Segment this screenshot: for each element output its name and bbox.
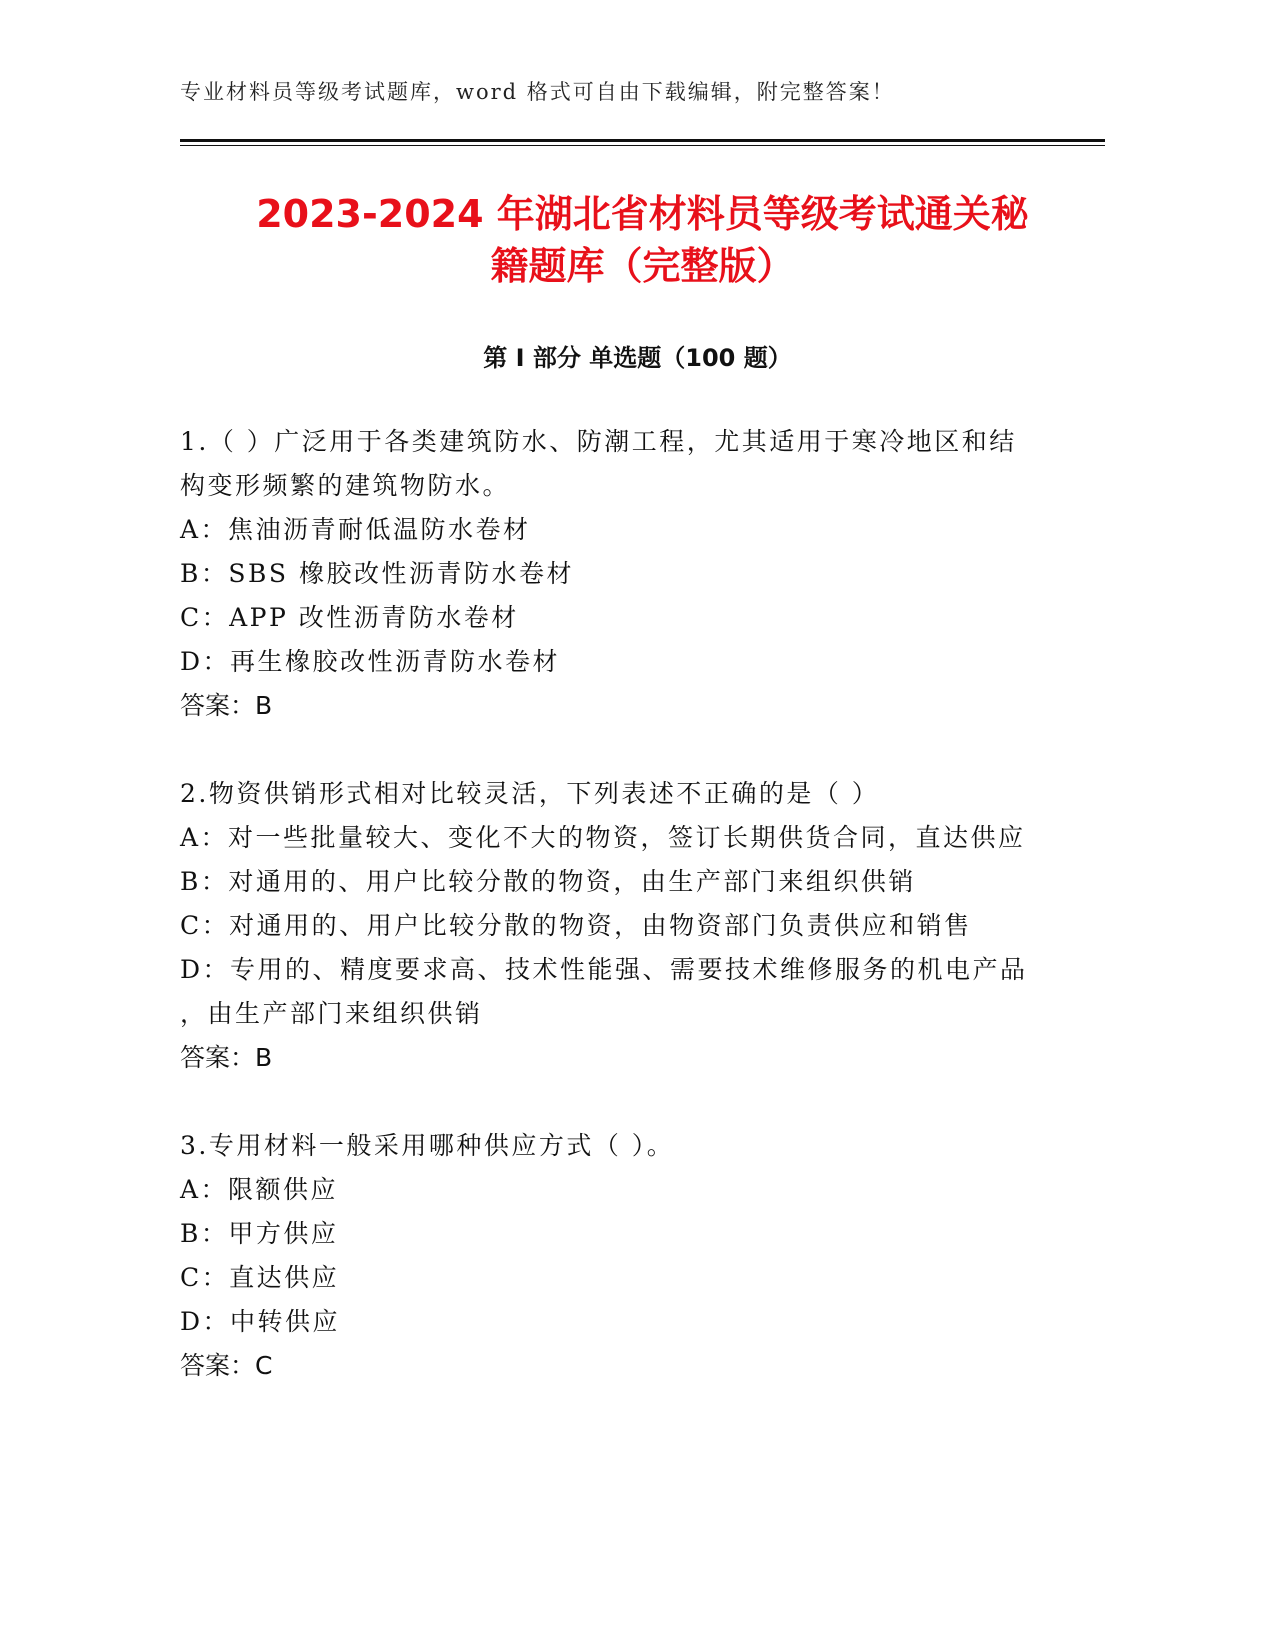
header-note: 专业材料员等级考试题库，word 格式可自由下载编辑，附完整答案！ xyxy=(180,80,895,104)
header-rule-thick xyxy=(180,139,1105,142)
title-line-1: 2023-2024 年湖北省材料员等级考试通关秘 xyxy=(256,192,1029,236)
option-d: D：专用的、精度要求高、技术性能强、需要技术维修服务的机电产品 xyxy=(180,955,1028,984)
option-b: B：甲方供应 xyxy=(180,1219,339,1248)
document-title xyxy=(170,188,1115,292)
answer: 答案：B xyxy=(180,1043,273,1072)
option-a: A：焦油沥青耐低温防水卷材 xyxy=(180,515,531,544)
option-c: C：直达供应 xyxy=(180,1263,340,1292)
option-b: B：对通用的、用户比较分散的物资，由生产部门来组织供销 xyxy=(180,867,916,896)
question-1 xyxy=(180,420,1050,728)
question-list xyxy=(180,420,1050,1432)
question-stem: 2.物资供销形式相对比较灵活，下列表述不正确的是（ ） xyxy=(180,779,880,808)
option-d: D：中转供应 xyxy=(180,1307,341,1336)
header-rule-thin xyxy=(180,145,1105,146)
option-a: A：对一些批量较大、变化不大的物资，签订长期供货合同，直达供应 xyxy=(180,823,1026,852)
option-c: C：APP 改性沥青防水卷材 xyxy=(180,603,519,632)
section-heading: 第 I 部分 单选题（100 题） xyxy=(483,344,792,372)
option-c: C：对通用的、用户比较分散的物资，由物资部门负责供应和销售 xyxy=(180,911,972,940)
question-2 xyxy=(180,772,1050,1080)
question-stem: 1.（ ）广泛用于各类建筑防水、防潮工程，尤其适用于寒冷地区和结 xyxy=(180,427,1017,456)
answer: 答案：C xyxy=(180,1351,273,1380)
question-stem: 3.专用材料一般采用哪种供应方式（ ）。 xyxy=(180,1131,675,1160)
option-b: B：SBS 橡胶改性沥青防水卷材 xyxy=(180,559,574,588)
option-d: D：再生橡胶改性沥青防水卷材 xyxy=(180,647,561,676)
option-a: A：限额供应 xyxy=(180,1175,339,1204)
answer: 答案：B xyxy=(180,691,273,720)
question-stem-continued: 构变形频繁的建筑物防水。 xyxy=(180,471,511,500)
title-line-2: 籍题库（完整版） xyxy=(490,244,795,288)
question-3 xyxy=(180,1124,1050,1388)
option-d-continued: ，由生产部门来组织供销 xyxy=(180,999,483,1028)
